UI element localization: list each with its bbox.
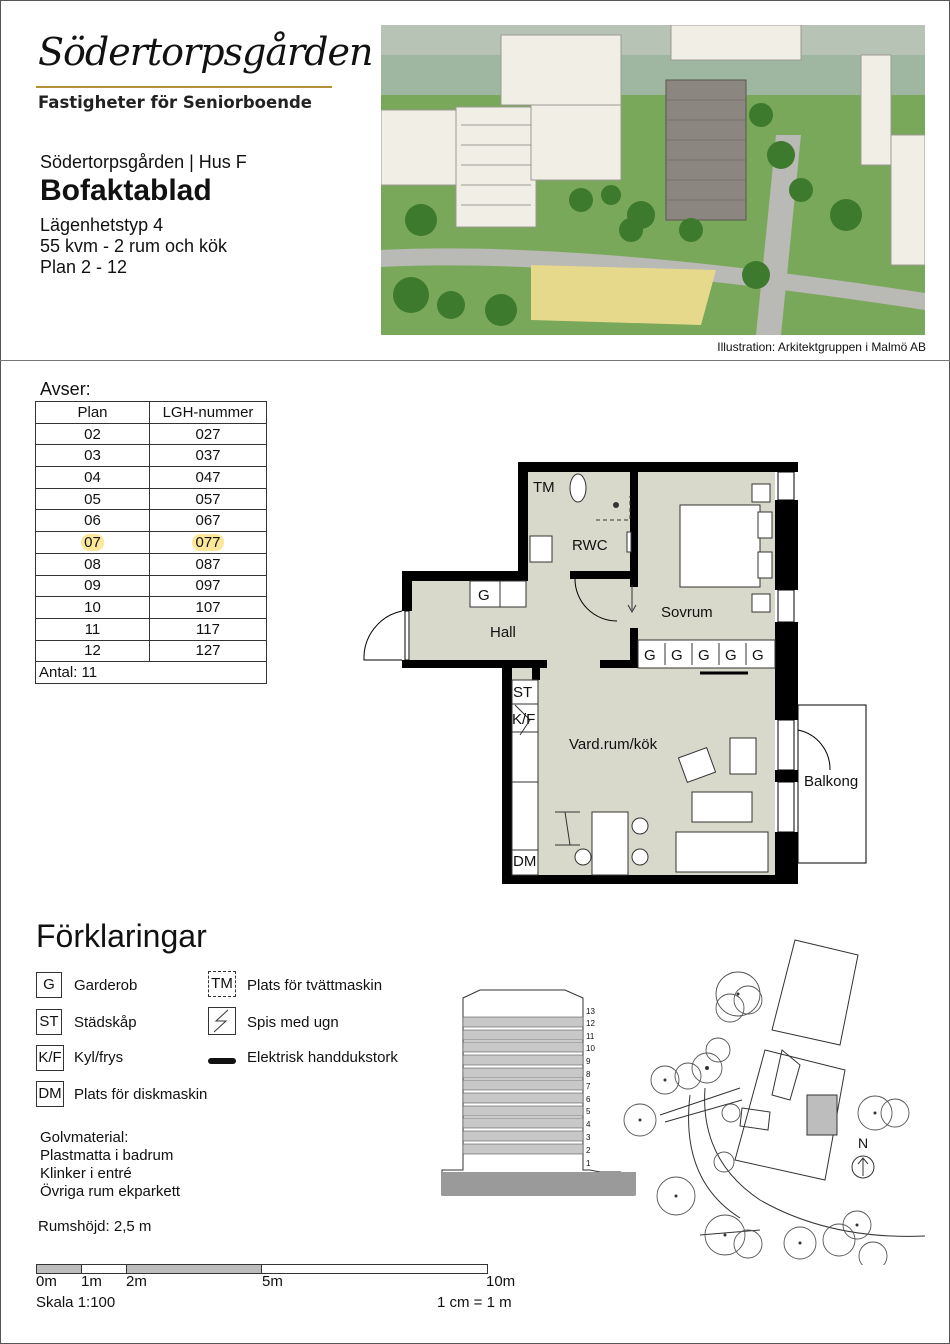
table-row <box>36 423 267 445</box>
floor-material <box>40 1129 180 1201</box>
plan-cell: 08 <box>36 553 150 575</box>
floor-number: 5 <box>586 1107 591 1116</box>
logo-underline <box>36 86 332 88</box>
logo-subtitle: Fastigheter för Seniorboende <box>38 93 312 112</box>
legend-symbol-kf: K/F <box>36 1045 64 1071</box>
room-label-kf: K/F <box>512 711 536 728</box>
table-footer-row <box>36 662 267 684</box>
info-line: 55 kvm - 2 rum och kök <box>40 236 228 256</box>
floor-number: 6 <box>586 1095 591 1104</box>
column-header: LGH-nummer <box>150 402 267 424</box>
floor-number: 13 <box>586 1007 595 1016</box>
plan-cell: 02 <box>36 423 150 445</box>
room-label-sovrum: Sovrum <box>661 604 713 621</box>
column-header: Plan <box>36 402 150 424</box>
room-label-g: G <box>478 587 490 604</box>
plan-cell: 12 <box>36 640 150 662</box>
lgh-cell: 047 <box>150 467 267 489</box>
wardrobe-label: G <box>698 647 710 664</box>
table-row <box>36 467 267 489</box>
legend-symbol-g: G <box>36 972 62 998</box>
legend-text-diskmaskin: Plats för diskmaskin <box>74 1086 208 1103</box>
lgh-cell <box>150 532 267 554</box>
room-label-dm: DM <box>513 853 537 870</box>
lgh-cell: 027 <box>150 423 267 445</box>
scale-label: 5m <box>262 1273 283 1290</box>
wardrobe-label: G <box>644 647 656 664</box>
scale-label: 2m <box>126 1273 147 1290</box>
scale-cm: 1 cm = 1 m <box>437 1294 512 1311</box>
avser-label: Avser: <box>40 379 91 399</box>
floor-number: 3 <box>586 1133 591 1142</box>
plan-cell: 05 <box>36 488 150 510</box>
floor-number: 12 <box>586 1019 595 1028</box>
room-label-tm: TM <box>533 479 555 496</box>
legend-symbol-dm: DM <box>36 1081 64 1107</box>
legend-text-spis: Spis med ugn <box>247 1014 339 1031</box>
legend-text-handdukstork: Elektrisk handdukstork <box>247 1049 398 1066</box>
page-title: Bofaktablad <box>40 174 212 207</box>
scale-label: 10m <box>486 1273 516 1290</box>
building-illustration <box>381 25 925 335</box>
room-label-balkong: Balkong <box>804 773 859 790</box>
wardrobe-label: G <box>725 647 737 664</box>
plan-cell: 06 <box>36 510 150 532</box>
floor-number: 4 <box>586 1120 591 1129</box>
legend-text-garderob: Garderob <box>74 977 138 994</box>
legend-symbol-st: ST <box>36 1009 62 1035</box>
table-row <box>36 618 267 640</box>
floor-number: 1 <box>586 1159 591 1168</box>
logo-text: Södertorpsgården <box>38 30 373 74</box>
table-row <box>36 575 267 597</box>
table-row <box>36 553 267 575</box>
legend-text-stadskap: Städskåp <box>74 1014 137 1031</box>
stove-icon <box>208 1007 236 1035</box>
table-row-highlighted <box>36 532 267 554</box>
floor-material-heading: Golvmaterial: <box>40 1129 129 1146</box>
floor-material-line: Övriga rum ekparkett <box>40 1183 181 1200</box>
scale-bar <box>36 1261 488 1271</box>
scale-ratio: Skala 1:100 <box>36 1294 116 1311</box>
lgh-cell: 067 <box>150 510 267 532</box>
highlight-mark: 077 <box>192 534 223 551</box>
room-label-vardrum: Vard.rum/kök <box>569 736 658 753</box>
lgh-cell: 097 <box>150 575 267 597</box>
north-label: N <box>858 1135 869 1151</box>
plan-cell: 03 <box>36 445 150 467</box>
plan-cell: 04 <box>36 467 150 489</box>
table-header-row <box>36 402 267 424</box>
highlight-mark: 07 <box>81 534 104 551</box>
floor-number: 9 <box>586 1057 591 1066</box>
floor-material-line: Klinker i entré <box>40 1165 132 1182</box>
floor-material-line: Plastmatta i badrum <box>40 1147 174 1164</box>
wardrobe-label: G <box>671 647 683 664</box>
table-row <box>36 510 267 532</box>
info-line: Lägenhetstyp 4 <box>40 215 164 235</box>
count-cell: Antal: 11 <box>36 662 267 684</box>
site-plan <box>600 935 930 1265</box>
lgh-cell: 107 <box>150 597 267 619</box>
room-height: Rumshöjd: 2,5 m <box>38 1218 152 1235</box>
table-row <box>36 597 267 619</box>
lgh-cell: 117 <box>150 618 267 640</box>
info-line: Plan 2 - 12 <box>40 257 128 277</box>
room-label-rwc: RWC <box>572 537 608 554</box>
floor-number: 11 <box>586 1032 595 1041</box>
lgh-cell: 127 <box>150 640 267 662</box>
plan-cell: 11 <box>36 618 150 640</box>
apartment-info <box>40 215 227 278</box>
legend-text-tvattmaskin: Plats för tvättmaskin <box>247 977 383 994</box>
room-label-hall: Hall <box>490 624 516 641</box>
floor-number: 10 <box>586 1044 595 1053</box>
section-divider <box>0 360 950 361</box>
legend-symbol-tm: TM <box>208 971 236 997</box>
wardrobe-label: G <box>752 647 764 664</box>
plan-cell: 09 <box>36 575 150 597</box>
lgh-cell: 037 <box>150 445 267 467</box>
floor-number: 7 <box>586 1082 591 1091</box>
illustration-credit: Illustration: Arkitektgruppen i Malmö AB <box>717 340 926 354</box>
building-subtitle: Södertorpsgården | Hus F <box>40 152 247 172</box>
apartment-table <box>35 401 267 684</box>
floor-plan <box>355 455 875 895</box>
plan-cell <box>36 532 150 554</box>
floor-number: 2 <box>586 1146 591 1155</box>
legend-heading: Förklaringar <box>36 918 207 954</box>
scale-label: 0m <box>36 1273 57 1290</box>
table-row <box>36 445 267 467</box>
room-label-st: ST <box>513 684 533 701</box>
table-row <box>36 488 267 510</box>
table-row <box>36 640 267 662</box>
floor-number: 8 <box>586 1070 591 1079</box>
legend-text-kylfrys: Kyl/frys <box>74 1049 124 1066</box>
scale-label: 1m <box>81 1273 102 1290</box>
lgh-cell: 057 <box>150 488 267 510</box>
plan-cell: 10 <box>36 597 150 619</box>
towel-rail-icon <box>208 1052 236 1060</box>
lgh-cell: 087 <box>150 553 267 575</box>
